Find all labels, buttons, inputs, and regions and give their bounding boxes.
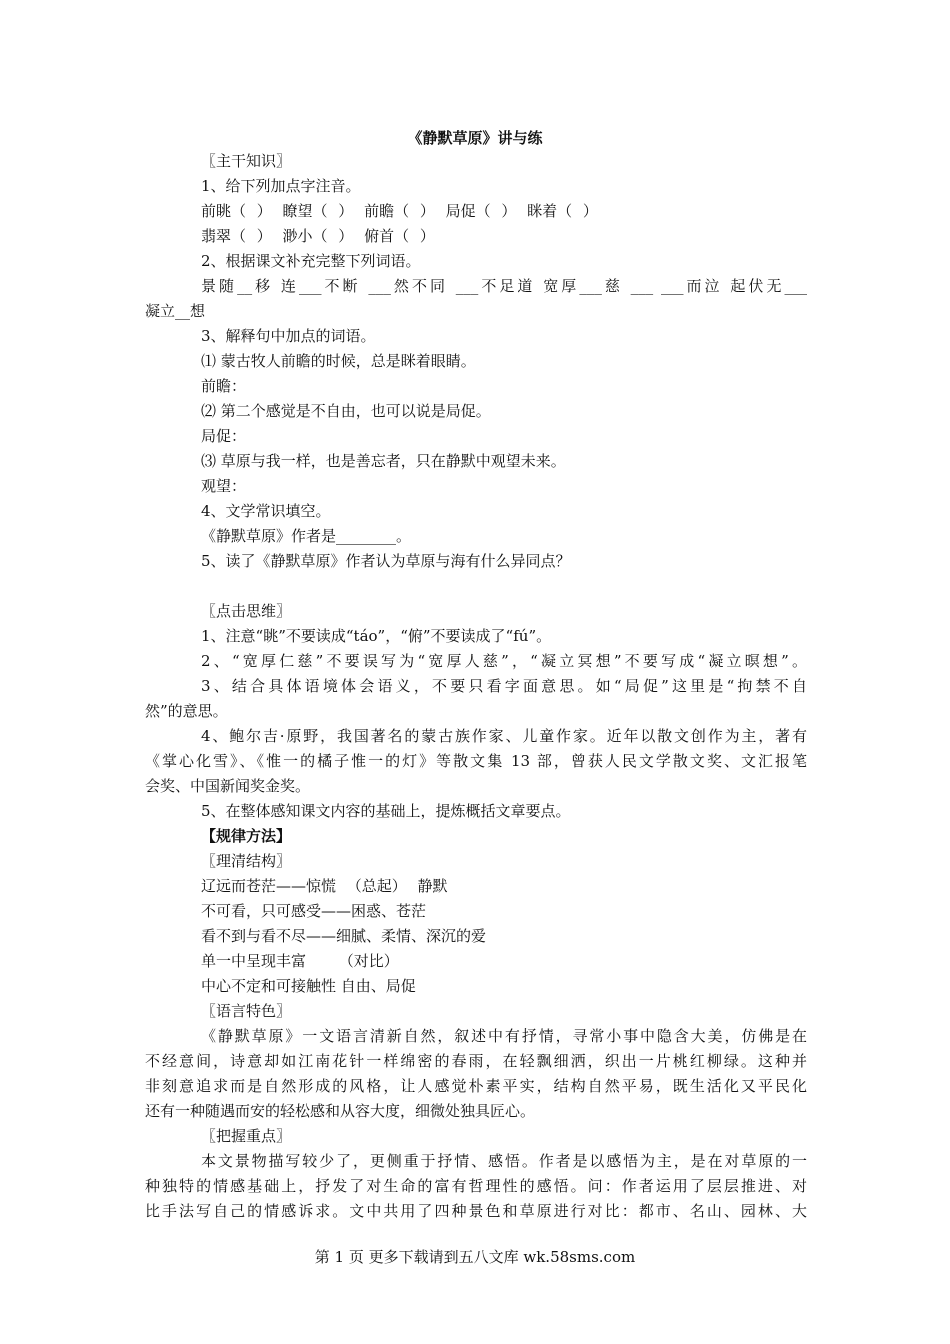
structure-line-2: 不可看，只可感受——困惑、苍茫 xyxy=(201,902,427,920)
question-1: 1、给下列加点字注音。 xyxy=(201,177,361,195)
question-3: 3、解释句中加点的词语。 xyxy=(201,327,376,345)
document-title: 《静默草原》讲与练 xyxy=(407,129,543,147)
structure-line-4: 单一中呈现丰富 （对比） xyxy=(201,952,399,970)
question-2-items-line-1: 景随__移 连___不断 ___然不同 ___不足道 宽厚___慈 ___ ___而泣 起伏无___ xyxy=(201,277,807,295)
section-heading-main-knowledge: 〖主干知识〗 xyxy=(201,152,292,170)
question-3-answer-3: 观望： xyxy=(201,477,247,495)
page-footer: 第 1 页 更多下载请到五八文库 wk.58sms.com xyxy=(314,1248,636,1266)
question-2-items-line-2: 凝立__想 xyxy=(145,302,206,320)
question-4-blank: 《静默草原》作者是________。 xyxy=(201,527,412,545)
tip-4-line-2: 《掌心化雪》、《惟一的橘子惟一的灯》等散文集 13 部，曾获人民文学散文奖、文汇报笔 xyxy=(145,752,807,770)
language-line-3: 非刻意追求而是自然形成的风格，让人感觉朴素平实，结构自然平易，既生活化又平民化 xyxy=(145,1077,807,1095)
tip-4-line-1: 4、鲍尔吉·原野，我国著名的蒙古族作家、儿童作家。近年以散文创作为主，著有 xyxy=(201,727,807,745)
question-3-answer-2: 局促： xyxy=(201,427,247,445)
language-line-2: 不经意间，诗意却如江南花针一样绵密的春雨，在轻飘细洒，织出一片桃红柳绿。这种并 xyxy=(145,1052,807,1070)
structure-line-1: 辽远而苍茫——惊慌 （总起） 静默 xyxy=(201,877,448,895)
question-3-sentence-3: ⑶ 草原与我一样，也是善忘者，只在静默中观望未来。 xyxy=(201,452,566,470)
language-line-4: 还有一种随遇而安的轻松感和从容大度，细微处独具匠心。 xyxy=(145,1102,536,1120)
tip-1: 1、注意“眺”不要读成“táo”，“俯”不要读成了“fú”。 xyxy=(201,627,552,645)
structure-line-3: 看不到与看不尽——细腻、柔情、深沉的爱 xyxy=(201,927,487,945)
tip-3-line-1: 3、结合具体语境体会语义，不要只看字面意思。如“局促”这里是“拘禁不自 xyxy=(201,677,807,695)
tip-4-line-3: 会奖、中国新闻奖金奖。 xyxy=(145,777,311,795)
question-3-sentence-1: ⑴ 蒙古牧人前瞻的时候，总是眯着眼睛。 xyxy=(201,352,476,370)
tip-5: 5、在整体感知课文内容的基础上，提炼概括文章要点。 xyxy=(201,802,571,820)
tip-3-line-2: 然”的意思。 xyxy=(145,702,228,720)
subheading-structure: 〖理清结构〗 xyxy=(201,852,292,870)
key-points-line-1: 本文景物描写较少了，更侧重于抒情、感悟。作者是以感悟为主，是在对草原的一 xyxy=(201,1152,807,1170)
question-1-items-line-2: 翡翠（ ） 渺小（ ） 俯首（ ） xyxy=(201,227,435,245)
section-heading-methods: 【规律方法】 xyxy=(201,827,292,845)
key-points-line-3: 比手法写自己的情感诉求。文中共用了四种景色和草原进行对比：都市、名山、园林、大 xyxy=(145,1202,807,1220)
question-3-sentence-2: ⑵ 第二个感觉是不自由，也可以说是局促。 xyxy=(201,402,491,420)
question-4: 4、文学常识填空。 xyxy=(201,502,331,520)
question-2: 2、根据课文补充完整下列词语。 xyxy=(201,252,421,270)
subheading-key-points: 〖把握重点〗 xyxy=(201,1127,292,1145)
question-5: 5、读了《静默草原》作者认为草原与海有什么异同点？ xyxy=(201,552,571,570)
structure-line-5: 中心不定和可接触性 自由、局促 xyxy=(201,977,416,995)
tip-2: 2、“宽厚仁慈”不要误写为“宽厚人慈”，“凝立冥想”不要写成“凝立暝想”。 xyxy=(201,652,807,670)
key-points-line-2: 种独特的情感基础上，抒发了对生命的富有哲理性的感悟。问：作者运用了层层推进、对 xyxy=(145,1177,807,1195)
question-3-answer-1: 前瞻： xyxy=(201,377,247,395)
subheading-language: 〖语言特色〗 xyxy=(201,1002,292,1020)
question-1-items-line-1: 前眺（ ） 瞭望（ ） 前瞻（ ） 局促（ ） 眯着（ ） xyxy=(201,202,598,220)
language-line-1: 《静默草原》一文语言清新自然，叙述中有抒情，寻常小事中隐含大美，仿佛是在 xyxy=(201,1027,807,1045)
section-heading-thinking: 〖点击思维〗 xyxy=(201,602,292,620)
